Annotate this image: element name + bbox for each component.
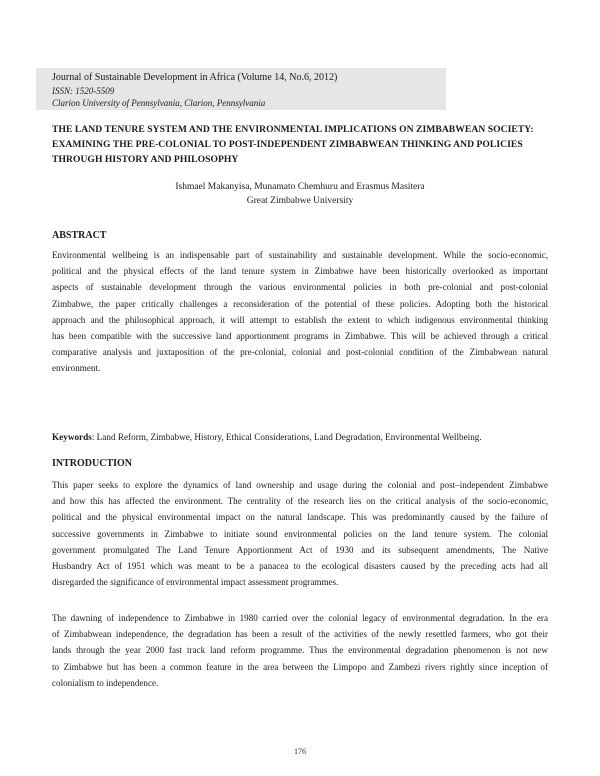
keywords-line [52,430,482,444]
keywords-text: : Land Reform, Zimbabwe, History, Ethical Considerations, Land Degradation, Environmental Wellbeing. [91,432,482,442]
text-line: political and the physical effects of the land tenure system in Zimbabwe have been historically overlooked as important [52,266,548,277]
text-line: This paper seeks to explore the dynamics of land ownership and usage during the colonial and post–independent Zimbabwe [52,480,548,490]
publisher: Clarion University of Pennsylvania, Clarion, Pennsylvania [52,98,266,108]
page-number: 176 [294,747,306,756]
text-line: Zimbabwe, the paper critically challenges a reconsideration of the potential of these policies. Adopting both the historical [52,298,548,309]
keywords-label: Keywords [52,432,92,442]
text-line: to Zimbabwe but has been a common feature in the area between the Limpopo and Zambezi rivers rightly since inception of [52,661,548,672]
text-line: environment. [52,363,101,374]
journal-name: Journal of Sustainable Development in Africa (Volume 14, No.6, 2012) [52,72,338,83]
text-line: The dawning of independence to Zimbabwe in 1980 carried over the colonial legacy of environmental degradation. In the era [52,613,548,623]
introduction-paragraph-1 [52,477,548,590]
affiliation: Great Zimbabwe University [246,196,354,206]
text-line: Environmental wellbeing is an indispensable part of sustainability and sustainable development. While the socio-economic, [52,250,548,260]
title-line: THROUGH HISTORY AND PHILOSOPHY [52,154,239,165]
text-line: colonialism to independence. [52,677,159,688]
text-line: has been compatible with the successive land apportionment programs in Zimbabwe. This will be achieved through a critical [52,331,548,342]
abstract-paragraph [52,247,548,377]
text-line: approach and the philosophical approach, it will attempt to establish the extent to which indigenous environmental thinking [52,314,548,325]
introduction-paragraph-2 [52,610,548,691]
issn: ISSN: 1520-5509 [52,86,115,96]
text-line: government promulgated The Land Tenure Apportionment Act of 1930 and its subsequent amendments, The Native [52,544,548,555]
title-line: THE LAND TENURE SYSTEM AND THE ENVIRONMENTAL IMPLICATIONS ON ZIMBABWEAN SOCIETY: [52,124,534,135]
text-line: comparative analysis and juxtaposition of the pre-colonial, colonial and post-colonial condition of the Zimbabwean natural [52,347,548,358]
text-line: and how this has affected the environment. The centrality of the research lies on the critical analysis of the socio-economic, [52,496,548,507]
authors: Ishmael Makanyisa, Munamato Chemhuru and Erasmus Masitera [175,182,425,192]
abstract-heading: ABSTRACT [52,230,107,241]
author-block [0,180,600,208]
text-line: Husbandry Act of 1951 which was meant to be a panacea to the ecological disasters caused by the preceding acts had all [52,561,548,572]
text-line: lands through the year 2000 fast track land reform programme. Thus the environmental degradation phenomenon is not new [52,645,548,656]
text-line: successive governments in Zimbabwe to initiate sound environmental policies on the land tenure system. The colonial [52,528,548,539]
paper-title [52,122,552,167]
text-line: of Zimbabwean independence, the degradation has been a result of the activities of the newly resettled farmers, who got their [52,629,548,640]
text-line: aspects of sustainable development through the various environmental policies in both pre-colonial and post-colonial [52,282,548,293]
introduction-heading: INTRODUCTION [52,458,133,469]
text-line: disregarded the significance of environmental impact assessment programmes. [52,577,339,588]
title-line: EXAMINING THE PRE-COLONIAL TO POST-INDEPENDENT ZIMBABWEAN THINKING AND POLICIES [52,139,523,150]
text-line: political and the physical environmental impact on the natural landscape. This was predominantly caused by the failure of [52,512,548,523]
